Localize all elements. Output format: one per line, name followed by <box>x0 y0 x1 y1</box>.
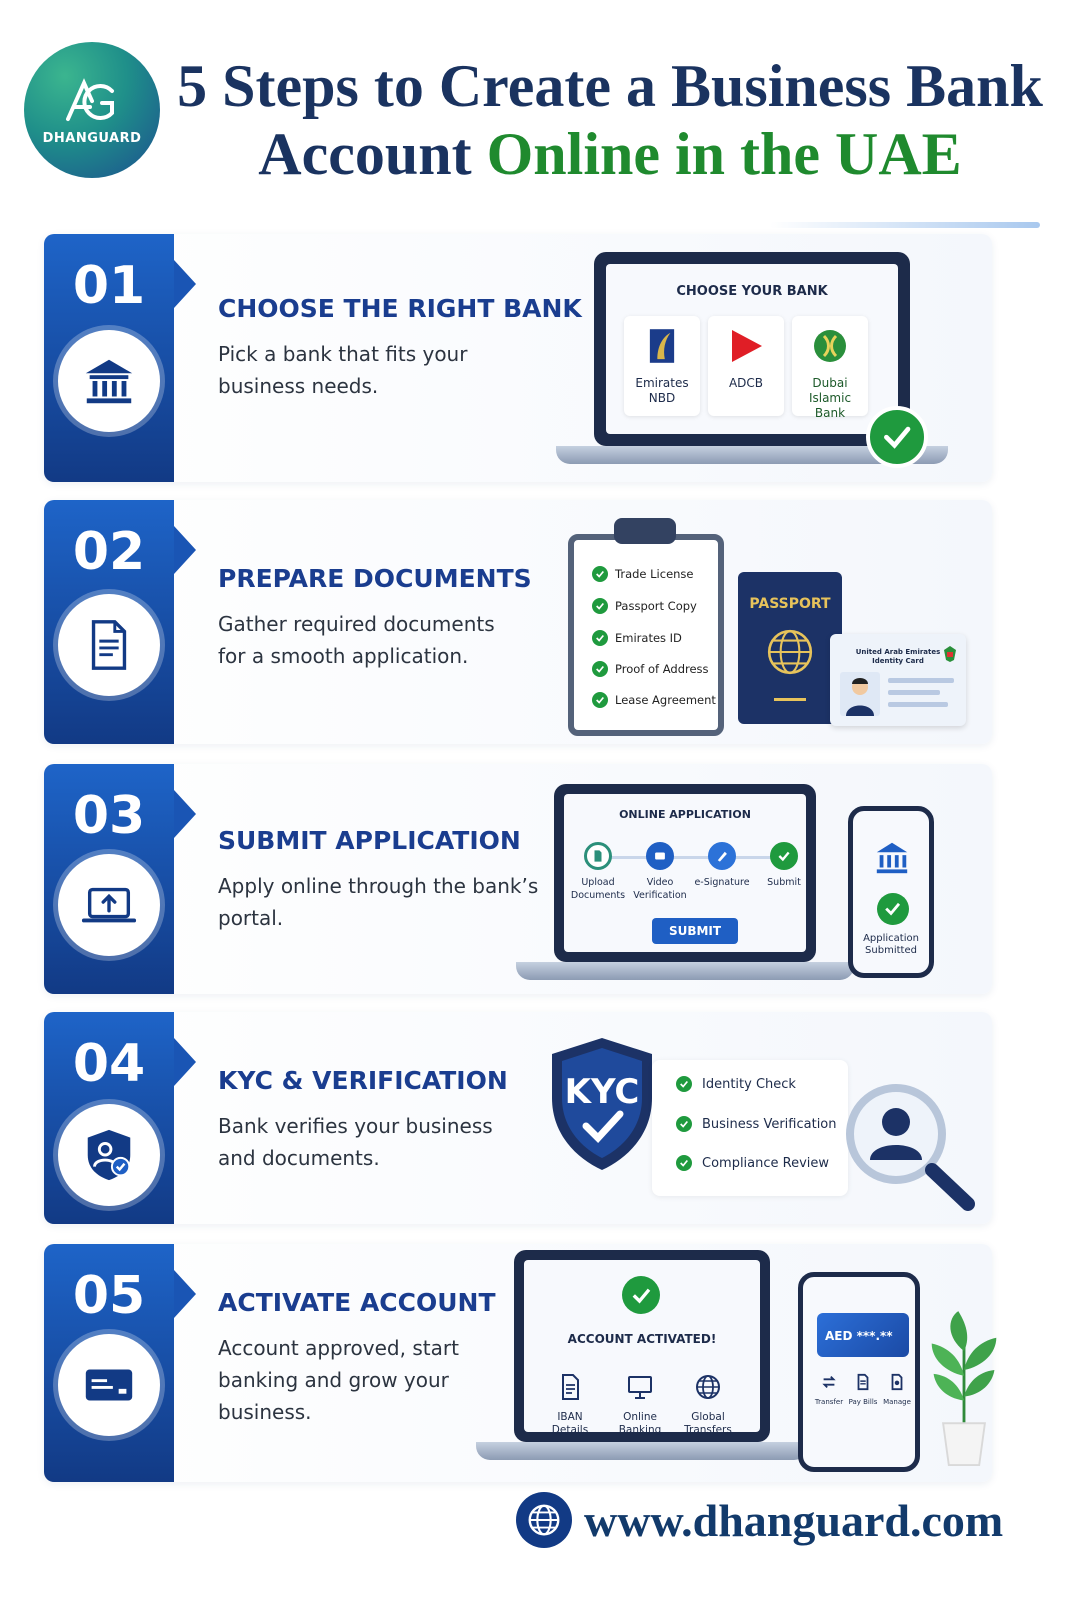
progress-label: Video <box>646 877 674 888</box>
choose-bank-title: CHOOSE YOUR BANK <box>676 284 828 299</box>
check-icon <box>777 849 791 863</box>
emirates-id-card <box>830 634 966 726</box>
kyc-check-item <box>676 1155 829 1171</box>
step-heading: CHOOSE THE RIGHT BANK <box>218 294 582 323</box>
checklist-item <box>592 692 716 708</box>
desc-line: and documents. <box>218 1146 380 1170</box>
plant-icon <box>926 1308 1002 1472</box>
check-icon <box>676 1155 692 1171</box>
selected-check-icon <box>866 406 928 468</box>
check-icon <box>676 1076 692 1092</box>
item-label: Global <box>691 1411 725 1423</box>
progress-label: Upload <box>581 877 615 888</box>
kyc-check-item <box>676 1076 796 1092</box>
document-icon <box>555 1372 585 1402</box>
check-icon <box>592 566 608 582</box>
id-card-title-line: Identity Card <box>872 657 924 665</box>
checklist-label: Emirates ID <box>615 631 682 645</box>
iban-details-item <box>540 1372 600 1437</box>
bank-icon <box>58 330 160 432</box>
phone-action-pay-bills[interactable] <box>847 1373 879 1406</box>
passport <box>738 572 842 724</box>
magnifier-user-icon <box>840 1082 980 1212</box>
phone-action-label: Pay Bills <box>848 1398 878 1406</box>
phone-banking-app <box>798 1272 920 1472</box>
video-icon <box>653 849 667 863</box>
title-line-1: 5 Steps to Create a Business Bank <box>177 53 1043 119</box>
id-card-title-line: United Arab Emirates <box>855 648 941 656</box>
globe-icon <box>764 626 816 678</box>
submit-button[interactable]: SUBMIT <box>652 918 738 944</box>
item-label: Details <box>551 1424 589 1436</box>
phone-action-transfer[interactable] <box>813 1373 845 1406</box>
logo-mark-icon <box>60 75 124 125</box>
laptop-online-application <box>554 784 816 980</box>
card-balance: AED ***.** <box>825 1329 893 1343</box>
step-number: 01 <box>72 256 146 316</box>
progress-label: Documents <box>570 890 626 901</box>
check-icon <box>622 1276 660 1314</box>
bank-icon <box>873 839 911 877</box>
step-heading: SUBMIT APPLICATION <box>218 826 521 855</box>
item-label: IBAN <box>557 1411 583 1423</box>
upload-doc-icon <box>591 849 605 863</box>
item-label: Online <box>623 1411 657 1423</box>
user-shield-icon <box>58 1104 160 1206</box>
checklist-item <box>592 566 694 582</box>
kyc-label: KYC <box>564 1072 640 1112</box>
progress-label: Submit <box>767 877 801 888</box>
bank-name: Dubai <box>812 376 848 390</box>
desc-line: Pick a bank that fits your <box>218 342 468 366</box>
bank-option-dubai-islamic-bank[interactable] <box>792 316 868 420</box>
progress-step-upload <box>566 842 630 902</box>
dib-logo-icon <box>810 326 850 366</box>
checklist-label: Passport Copy <box>615 599 697 613</box>
desc-line: business needs. <box>218 374 379 398</box>
phone-action-manage[interactable] <box>881 1373 913 1406</box>
emirates-nbd-logo-icon <box>648 326 676 366</box>
desc-line: for a smooth application. <box>218 644 469 668</box>
manage-icon <box>888 1373 906 1391</box>
step-number: 03 <box>72 786 146 846</box>
check-icon <box>592 692 608 708</box>
checklist-item <box>592 661 709 677</box>
step-number: 02 <box>72 522 146 582</box>
step-description <box>218 1110 493 1174</box>
bank-name: ADCB <box>728 376 764 390</box>
desc-line: Account approved, start <box>218 1336 459 1360</box>
id-card-title <box>852 648 944 666</box>
pen-icon <box>715 849 729 863</box>
page-title <box>170 52 1050 188</box>
checklist-item <box>592 598 697 614</box>
progress-label: e-Signature <box>694 877 750 888</box>
step-heading: KYC & VERIFICATION <box>218 1066 508 1095</box>
bank-option-emirates-nbd[interactable] <box>624 316 700 416</box>
laptop-upload-icon <box>58 854 160 956</box>
step-heading: PREPARE DOCUMENTS <box>218 564 532 593</box>
progress-step-esignature <box>690 842 754 889</box>
kyc-check-label: Compliance Review <box>702 1155 830 1171</box>
laptop-choose-bank <box>594 252 910 464</box>
bank-name: NBD <box>648 391 676 405</box>
progress-step-video <box>628 842 692 902</box>
bank-name: Islamic Bank <box>808 391 852 420</box>
desc-line: Gather required documents <box>218 612 495 636</box>
passport-label: PASSPORT <box>749 596 831 612</box>
dhanguard-logo <box>24 42 160 178</box>
emblem-icon <box>940 644 960 664</box>
kyc-check-label: Identity Check <box>702 1076 796 1092</box>
checklist-label: Lease Agreement <box>615 693 716 707</box>
logo-text: DHANGUARD <box>42 130 142 146</box>
monitor-icon <box>625 1372 655 1402</box>
step-description <box>218 1332 459 1428</box>
kyc-check-label: Business Verification <box>702 1116 837 1132</box>
checklist-label: Proof of Address <box>615 662 709 676</box>
progress-label: Verification <box>633 890 687 901</box>
clipboard-clip-icon <box>614 518 676 544</box>
global-transfers-item <box>678 1372 738 1437</box>
transfer-icon <box>820 1373 838 1391</box>
bank-card <box>817 1313 909 1357</box>
step-description <box>218 608 495 672</box>
laptop-account-activated <box>514 1250 770 1460</box>
check-icon <box>592 661 608 677</box>
globe-icon <box>693 1372 723 1402</box>
title-accent-line <box>770 222 1040 228</box>
step-heading: ACTIVATE ACCOUNT <box>218 1288 496 1317</box>
online-banking-item <box>610 1372 670 1437</box>
kyc-shield <box>548 1034 656 1174</box>
checklist-label: Trade License <box>615 567 694 581</box>
title-highlight: Online in the UAE <box>486 121 962 187</box>
item-label: Transfers <box>684 1424 732 1436</box>
step-number: 04 <box>72 1034 146 1094</box>
phone-action-label: Transfer <box>814 1398 844 1406</box>
card-icon <box>58 1334 160 1436</box>
globe-icon <box>516 1492 572 1548</box>
phone-application-submitted <box>848 806 934 978</box>
desc-line: Apply online through the bank’s <box>218 874 539 898</box>
website-url[interactable]: www.dhanguard.com <box>584 1494 1004 1546</box>
avatar-icon <box>840 672 880 716</box>
bank-option-adcb[interactable] <box>708 316 784 416</box>
application-submitted-text <box>853 933 929 957</box>
phone-status-line: Submitted <box>865 945 917 956</box>
bank-name: Emirates <box>635 376 689 390</box>
checklist-item <box>592 630 682 646</box>
progress-step-submit <box>752 842 816 889</box>
check-icon <box>592 598 608 614</box>
desc-line: Bank verifies your business <box>218 1114 493 1138</box>
kyc-check-item <box>676 1116 837 1132</box>
adcb-logo-icon <box>726 326 766 366</box>
footer-website[interactable] <box>516 1490 1003 1550</box>
document-checklist <box>568 534 724 736</box>
bill-icon <box>854 1373 872 1391</box>
account-activated-title: ACCOUNT ACTIVATED! <box>567 1332 717 1346</box>
desc-line: business. <box>218 1400 312 1424</box>
step-number: 05 <box>72 1266 146 1326</box>
document-icon <box>58 594 160 696</box>
phone-status-line: Application <box>863 933 919 944</box>
check-icon <box>676 1116 692 1132</box>
phone-action-label: Manage <box>883 1398 911 1406</box>
check-icon <box>877 893 909 925</box>
online-application-title: ONLINE APPLICATION <box>619 808 751 821</box>
step-description <box>218 338 467 402</box>
title-line-2 <box>170 120 1050 188</box>
step-description <box>218 870 538 934</box>
check-icon <box>592 630 608 646</box>
desc-line: banking and grow your <box>218 1368 449 1392</box>
desc-line: portal. <box>218 906 284 930</box>
title-line-2-part-1: Account <box>258 121 487 187</box>
item-label: Banking <box>618 1424 662 1436</box>
